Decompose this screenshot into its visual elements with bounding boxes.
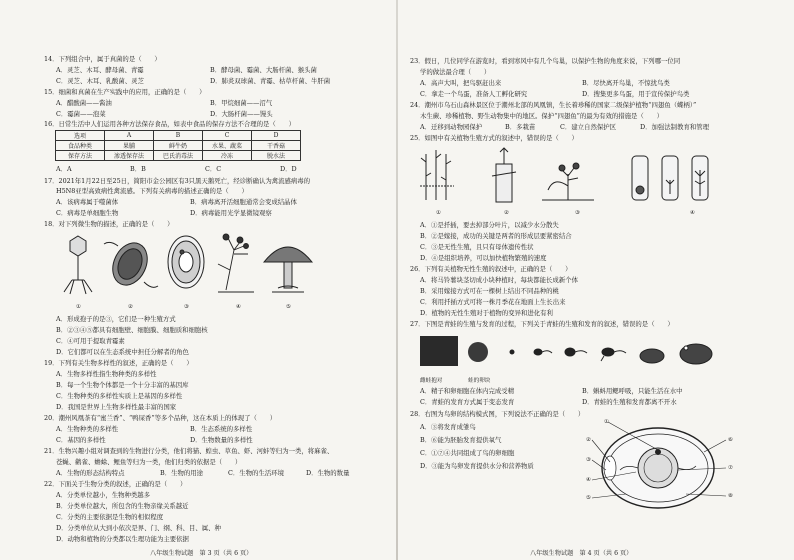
yeast-cell-illustration [168, 236, 204, 288]
table-cell: B [154, 131, 203, 141]
q21-option-b: B．生物的用途 [160, 469, 204, 477]
q24-option-b: B．多栽苗 [505, 123, 536, 131]
tadpole-stages [510, 348, 626, 361]
q18-label-3: ③ [184, 304, 190, 310]
bird-egg-diagram [586, 418, 736, 518]
q17-option-c: C．病毒是单细胞生物 [56, 209, 119, 217]
q27-option-a: A．精子和卵细胞在体内完成受精 [420, 387, 515, 395]
q21-option-a: A．生物的形态结构特点 [56, 469, 125, 477]
q20-option-c: C．基因的多样性 [56, 436, 106, 444]
q17-option-b: B．病毒离开活细胞通常会变成结晶体 [190, 198, 297, 206]
q27-option-b: B．蝌蚪用鳃呼吸，只能生活在水中 [582, 387, 683, 395]
table-cell: 冷冻 [203, 151, 252, 161]
q27-option-d: D．青蛙的生殖和发育都离不开水 [582, 398, 677, 406]
q25-option-d: D．④是组织培养，可以加快植物繁殖的速度 [420, 254, 547, 262]
q22-option-b: B．分类单位越大，所包含的生物亲缘关系越近 [56, 502, 189, 510]
q18-option-c: C．④可用于提取青霉素 [56, 337, 125, 345]
table-cell: 脱水法 [252, 151, 301, 161]
q23-option-d: D．搜集更多鸟蛋，用于宣传保护鸟类 [582, 90, 690, 98]
q14-option-c: C．灵芝、木耳、乳酸菌、灵芝 [56, 77, 144, 85]
q22-option-a: A．分类单位越小，生物种类越多 [56, 491, 151, 499]
q25-label-4: ④ [690, 210, 696, 216]
q15-option-c: C．霉菌——泡菜 [56, 110, 106, 118]
q17-stem-line1: 17．2021年1月22日至25日，简阳市金公园区有3只黑天鹅死亡，经诊断确认为禽流感病毒的 [44, 177, 311, 185]
q27-stem: 27．下图是青蛙的生殖与发育的过程，下列关于青蛙的生殖和发育的叙述，错误的是（ ） [410, 320, 674, 328]
q21-stem-line1: 21．生物兴趣小组对调查到的生物进行分类，他们将猫、蝗虫、草鱼、虾、河蚌等归为一类，将麻雀、 [44, 447, 334, 455]
q26-option-b: B．采用嫁接方式可在一棵树上结出不同品种的桃 [420, 287, 559, 295]
q27-img-label-1: 雌蛙抱对 [420, 378, 443, 384]
food-storage-table [55, 130, 301, 161]
q17-stem-line2: H5N8亚型高致病性禽流感。下列有关病毒的描述正确的是（ ） [56, 187, 248, 195]
q20-option-d: D．生物数量的多样性 [190, 436, 253, 444]
q20-option-a: A．生物种类的多样性 [56, 425, 119, 433]
mating-frogs-photo [420, 336, 458, 366]
q21-stem-line2: 苍蝇、鹳雀、蟾蜍、鲤鱼等归为一类，他们归类的依据是（ ） [56, 458, 242, 466]
table-cell: A [105, 131, 154, 141]
frog-lifecycle-figure [420, 332, 720, 374]
egg-label-1: ① [604, 419, 610, 425]
q28-option-c: C．①⑦④共同组成了鸟的卵细胞 [420, 449, 515, 457]
q23-option-b: B．尽快离开鸟巢，不惊扰鸟类 [582, 79, 670, 87]
q16-option-d: D．D [280, 165, 297, 173]
table-cell: 果脯 [105, 141, 154, 151]
q18-label-1: ① [76, 304, 82, 310]
table-cell: C [203, 131, 252, 141]
table-cell: 干香菇 [252, 141, 301, 151]
q16-option-c: C．C [205, 165, 222, 173]
q19-stem: 19．下列有关生物多样性的叙述，正确的是（ ） [44, 359, 193, 367]
q15-option-d: D．大肠杆菌——馒头 [210, 110, 273, 118]
q28-option-d: D．③能为鸟卵发育提供水分和营养物质 [420, 462, 534, 470]
table-row [56, 131, 301, 141]
mushroom-illustration [264, 247, 312, 292]
table-row [56, 141, 301, 151]
q24-stem-line1: 24．潮州市乌石山森林景区位于潮州北部的风凰镇，生长着珍稀的国家二级保护植物“四翅鱼（蝶柄）” [410, 101, 697, 109]
egg-label-8: ⑧ [728, 493, 734, 499]
q28-option-b: B．⑥能为胚胎发育提供氧气 [420, 436, 502, 444]
q17-option-a: A．该病毒属于噬菌体 [56, 198, 119, 206]
q17-option-d: D．病毒能用光学显微镜观察 [190, 209, 272, 217]
microorganisms-figure [58, 230, 318, 302]
air-cell [604, 456, 616, 480]
layering-illustration [542, 163, 594, 200]
q22-option-e: D．动物和植物的分类都以生理功能为主要依据 [56, 535, 189, 543]
q25-option-a: A．①是扦插，要去掉部分叶片，以减少水分散失 [420, 221, 559, 229]
q26-option-a: A．将马铃薯块茎切成小块种植时，每块都能长成新个体 [420, 276, 578, 284]
table-row [56, 151, 301, 161]
q27-option-c: C．青蛙的发育方式属于变态发育 [420, 398, 515, 406]
q20-option-b: B．生态系统的多样性 [190, 425, 253, 433]
cutting-illustration [420, 150, 454, 200]
page-footer-right: 八年级生物试题 第 4 页（共 6 页） [530, 550, 633, 557]
q16-option-b: B．B [130, 165, 146, 173]
q24-option-a: A．迁移到动物园保护 [420, 123, 483, 131]
q18-stem: 18．对下列微生物的描述，正确的是（ ） [44, 220, 174, 228]
q21-option-d: D．生物的数量 [306, 469, 350, 477]
mold-illustration [218, 234, 254, 292]
q28-option-a: A．③将发育成雏鸟 [420, 423, 476, 431]
q25-option-c: C．③是无性生殖，且只有母体遗传性状 [420, 243, 534, 251]
q23-stem-line1: 23．假日，几位同学在游览时，看到寒风中有几个鸟巢，以保护生物的角度来说，下列哪一位同 [410, 57, 681, 65]
q18-option-d: D．它们都可以在生态系统中担任分解者的角色 [56, 348, 189, 356]
table-cell: 渗透保存法 [105, 151, 154, 161]
egg-label-2: ② [586, 437, 592, 443]
q23-option-a: A．高声大叫，把鸟驱赶出来 [420, 79, 502, 87]
q27-img-label-2: 蛙的卵块 [468, 378, 491, 384]
table-cell: 食品种类 [56, 141, 105, 151]
q25-stem: 25．如图中有关植物生殖方式的叙述中，错误的是（ ） [410, 134, 578, 142]
q22-stem: 22．下面关于生物分类的叙述，正确的是（ ） [44, 480, 187, 488]
table-cell: D [252, 131, 301, 141]
egg-label-6: ⑥ [728, 437, 734, 443]
q18-option-b: B．②③④⑤都具有细胞壁、细胞膜、细胞质和细胞核 [56, 326, 208, 334]
table-cell: 保存方法 [56, 151, 105, 161]
egg-label-3: ③ [586, 457, 592, 463]
q24-option-c: C．建立自然保护区 [560, 123, 617, 131]
q14-option-a: A．灵芝、木耳、酵母菌、青霉 [56, 66, 144, 74]
q16-stem: 16．日常生活中人们运用各种方法保存食品，如表中食品的保存方法不合理的是（ ） [44, 120, 295, 128]
q14-option-b: B．酵母菌、霉菌、大肠杆菌、猴头菌 [210, 66, 317, 74]
q22-option-c: C．分类的主要依据是生物的相似程度 [56, 513, 164, 521]
q18-label-5: ⑤ [286, 304, 292, 310]
q15-stem: 15．细菌和真菌在生产实践中的应用，正确的是（ ） [44, 88, 206, 96]
q28-stem: 28．右图为鸟卵的结构模式图，下列说法不正确的是（ ） [410, 410, 585, 418]
grafting-illustration [492, 148, 516, 202]
frog-adult [640, 344, 712, 364]
q19-option-b: B．每一个生物个体都是一个十分丰富的基因库 [56, 381, 189, 389]
egg-label-4: ④ [586, 477, 592, 483]
frog-egg-mass [468, 342, 488, 362]
q24-stem-line2: 木生蕨、珍稀植物、野生动物集中的地区。保护“四翅鱼”的最为有效的措施是（ ） [420, 112, 663, 120]
table-cell: 巴氏消毒法 [154, 151, 203, 161]
q16-option-a: A．A [56, 165, 72, 173]
q19-option-c: C．生物种类的多样性实质上是基因的多样性 [56, 392, 183, 400]
q25-option-b: B．②是嫁接，成功的关键是两者的形成层要紧密结合 [420, 232, 572, 240]
q26-option-d: D．植物的无性生殖对于植物的变异和进化有利 [420, 309, 553, 317]
page-footer-left: 八年级生物试题 第 3 页（共 6 页） [150, 550, 253, 557]
q26-stem: 26．下列有关植物无性生殖的叙述中，正确的是（ ） [410, 265, 572, 273]
q20-stem: 20．潮州风凰茶有“蜜兰香”、“鸭屎香”等多个品种，这在本质上的体现了（ ） [44, 414, 277, 422]
egg-label-5: ⑤ [586, 495, 592, 501]
q14-stem: 14．下列组合中，属于真菌的是（ ） [44, 55, 161, 63]
q15-option-b: B．甲烷细菌——沼气 [210, 99, 273, 107]
table-cell: 选项 [56, 131, 105, 141]
page-fold [396, 0, 398, 560]
table-cell: 水果、蔬菜 [203, 141, 252, 151]
egg-label-7: ⑦ [728, 465, 734, 471]
q25-label-2: ② [504, 210, 510, 216]
q24-option-d: D．加强法制教育和管理 [640, 123, 710, 131]
q19-option-a: A．生物多样性指生物种类的多样性 [56, 370, 157, 378]
tissue-culture-illustration [632, 156, 708, 200]
q22-option-d: D．分类单位从大到小依次是界、门、纲、科、目、属、种 [56, 524, 221, 532]
bacteriophage-illustration [64, 236, 92, 294]
q14-option-d: D．肺炎双球菌、青霉、枯草杆菌、牛肝菌 [210, 77, 331, 85]
q18-option-a: A．形成孢子的是③，它们是一种生殖方式 [56, 315, 176, 323]
q25-label-3: ③ [575, 210, 581, 216]
q19-option-d: D．我国是世界上生物多样性最丰富的国家 [56, 403, 177, 411]
q23-option-c: C．拿走一个鸟蛋，准备人工孵化研究 [420, 90, 528, 98]
q23-stem-line2: 学的做法最合理（ ） [420, 68, 491, 76]
q18-label-4: ④ [236, 304, 242, 310]
bacterium-illustration [104, 237, 158, 290]
q18-label-2: ② [128, 304, 134, 310]
q26-option-c: C．利用扦插方式可将一株月季花在地面上生长出来 [420, 298, 566, 306]
q21-option-c: C．生物的生活环境 [228, 469, 285, 477]
plant-reproduction-figure [418, 146, 718, 206]
table-cell: 鲜牛奶 [154, 141, 203, 151]
q15-option-a: A．醋酸菌——酱油 [56, 99, 112, 107]
q25-label-1: ① [436, 210, 442, 216]
